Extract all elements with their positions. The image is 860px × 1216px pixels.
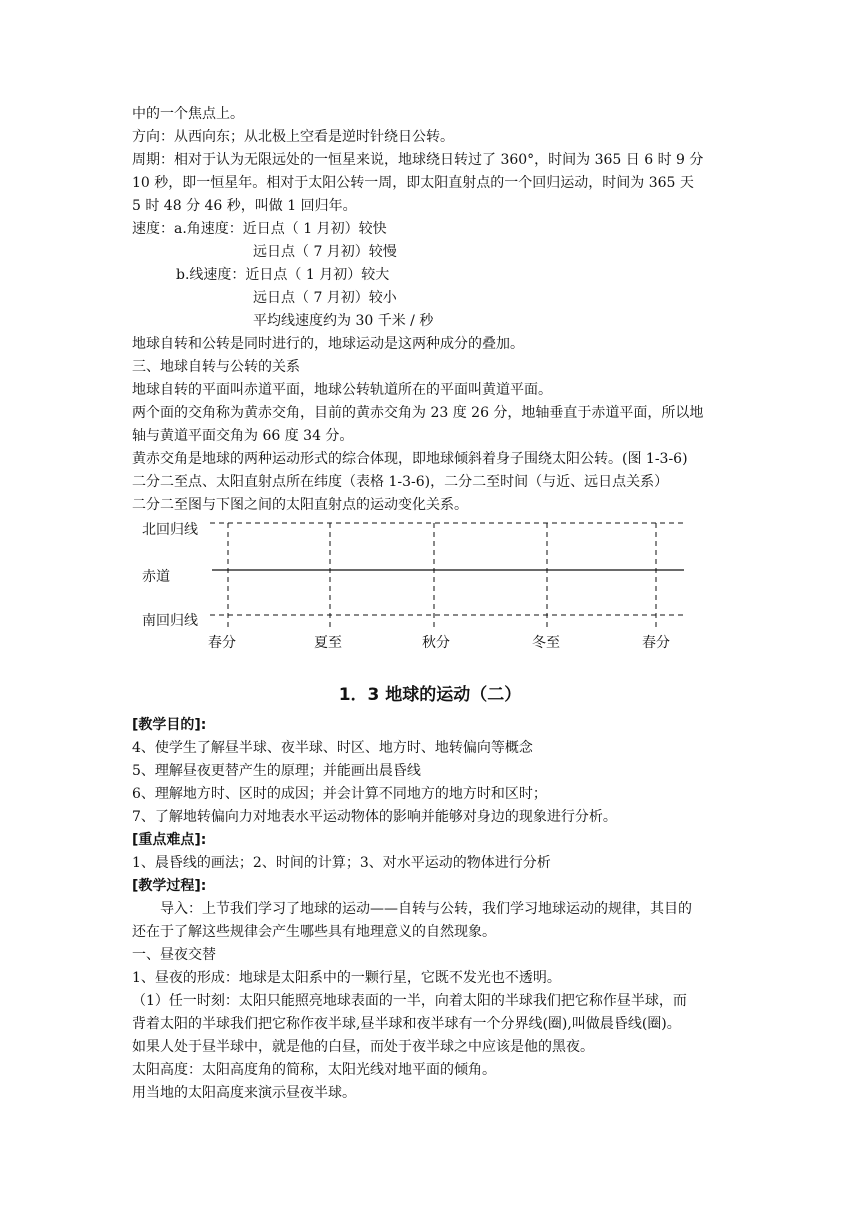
teaching-goals-header: [教学目的]: <box>132 717 207 733</box>
text-line: 轴与黄道平面交角为 66 度 34 分。 <box>132 428 354 444</box>
tropic-of-capricorn-label: 南回归线 <box>142 613 198 629</box>
key-points-header: [重点难点]: <box>132 832 207 848</box>
text-line: 5、理解昼夜更替产生的原理；并能画出晨昏线 <box>132 763 421 779</box>
text-line: 7、了解地转偏向力对地表水平运动物体的影响并能够对身边的现象进行分析。 <box>132 809 617 825</box>
season-label-autumn: 秋分 <box>422 635 450 651</box>
season-label-summer: 夏至 <box>314 635 342 651</box>
text-line: 地球自转和公转是同时进行的，地球运动是这两种成分的叠加。 <box>132 336 524 352</box>
section-title: 1．3 地球的运动（二） <box>338 685 522 705</box>
text-line: 方向：从西向东；从北极上空看是逆时针绕日公转。 <box>132 129 454 145</box>
text-line: 中的一个焦点上。 <box>132 106 244 122</box>
solar-declination-diagram <box>132 512 692 658</box>
text-line: 二分二至图与下图之间的太阳直射点的运动变化关系。 <box>132 497 468 513</box>
text-line: （1）任一时刻：太阳只能照亮地球表面的一半，向着太阳的半球我们把它称作昼半球，而 <box>132 993 687 1009</box>
season-label-spring-2: 春分 <box>642 635 670 651</box>
text-line: 地球自转的平面叫赤道平面，地球公转轨道所在的平面叫黄道平面。 <box>132 382 552 398</box>
tropic-of-cancer-label: 北回归线 <box>142 522 198 538</box>
text-line: 平均线速度约为 30 千米 / 秒 <box>253 313 434 329</box>
teaching-process-header: [教学过程]: <box>132 878 207 894</box>
text-line: 背着太阳的半球我们把它称作夜半球,昼半球和夜半球有一个分界线(圈),叫做晨昏线(圈)。 <box>132 1016 681 1032</box>
text-line: 1、昼夜的形成：地球是太阳系中的一颗行星，它既不发光也不透明。 <box>132 970 561 986</box>
text-line: 远日点（ 7 月初）较慢 <box>253 244 397 260</box>
season-label-winter: 冬至 <box>532 635 560 651</box>
text-line: 速度：a.角速度：近日点（ 1 月初）较快 <box>132 221 387 237</box>
text-line: 二分二至点、太阳直射点所在纬度（表格 1-3-6)，二分二至时间（与近、远日点关系） <box>132 474 669 490</box>
text-line: 一、昼夜交替 <box>132 947 216 963</box>
text-line: 导入：上节我们学习了地球的运动——自转与公转，我们学习地球运动的规律，其目的 <box>160 901 692 917</box>
text-line: b.线速度：近日点（ 1 月初）较大 <box>176 267 390 283</box>
text-line: 10 秒，即一恒星年。相对于太阳公转一周，即太阳直射点的一个回归运动，时间为 365 天 <box>132 175 694 191</box>
text-line: 4、使学生了解昼半球、夜半球、时区、地方时、地转偏向等概念 <box>132 740 533 756</box>
text-line: 三、地球自转与公转的关系 <box>132 359 300 375</box>
text-line: 如果人处于昼半球中，就是他的白昼，而处于夜半球之中应该是他的黑夜。 <box>132 1039 594 1055</box>
text-line: 太阳高度：太阳高度角的简称，太阳光线对地平面的倾角。 <box>132 1062 496 1078</box>
text-line: 1、晨昏线的画法；2、时间的计算；3、对水平运动的物体进行分析 <box>132 855 551 871</box>
text-line: 5 时 48 分 46 秒，叫做 1 回归年。 <box>132 198 357 214</box>
text-line: 用当地的太阳高度来演示昼夜半球。 <box>132 1085 356 1101</box>
text-line: 两个面的交角称为黄赤交角，目前的黄赤交角为 23 度 26 分，地轴垂直于赤道平面，所以地 <box>132 405 704 421</box>
equator-label: 赤道 <box>142 569 170 585</box>
text-line: 还在于了解这些规律会产生哪些具有地理意义的自然现象。 <box>132 924 496 940</box>
text-line: 远日点（ 7 月初）较小 <box>253 290 397 306</box>
text-line: 6、理解地方时、区时的成因；并会计算不同地方的地方时和区时； <box>132 786 547 802</box>
text-line: 黄赤交角是地球的两种运动形式的综合体现，即地球倾斜着身子围绕太阳公转。(图 1-3-6) <box>132 451 688 467</box>
text-line: 周期：相对于认为无限远处的一恒星来说，地球绕日转过了 360°，时间为 365 日 6 时 9 分 <box>132 152 704 168</box>
season-label-spring: 春分 <box>208 635 236 651</box>
